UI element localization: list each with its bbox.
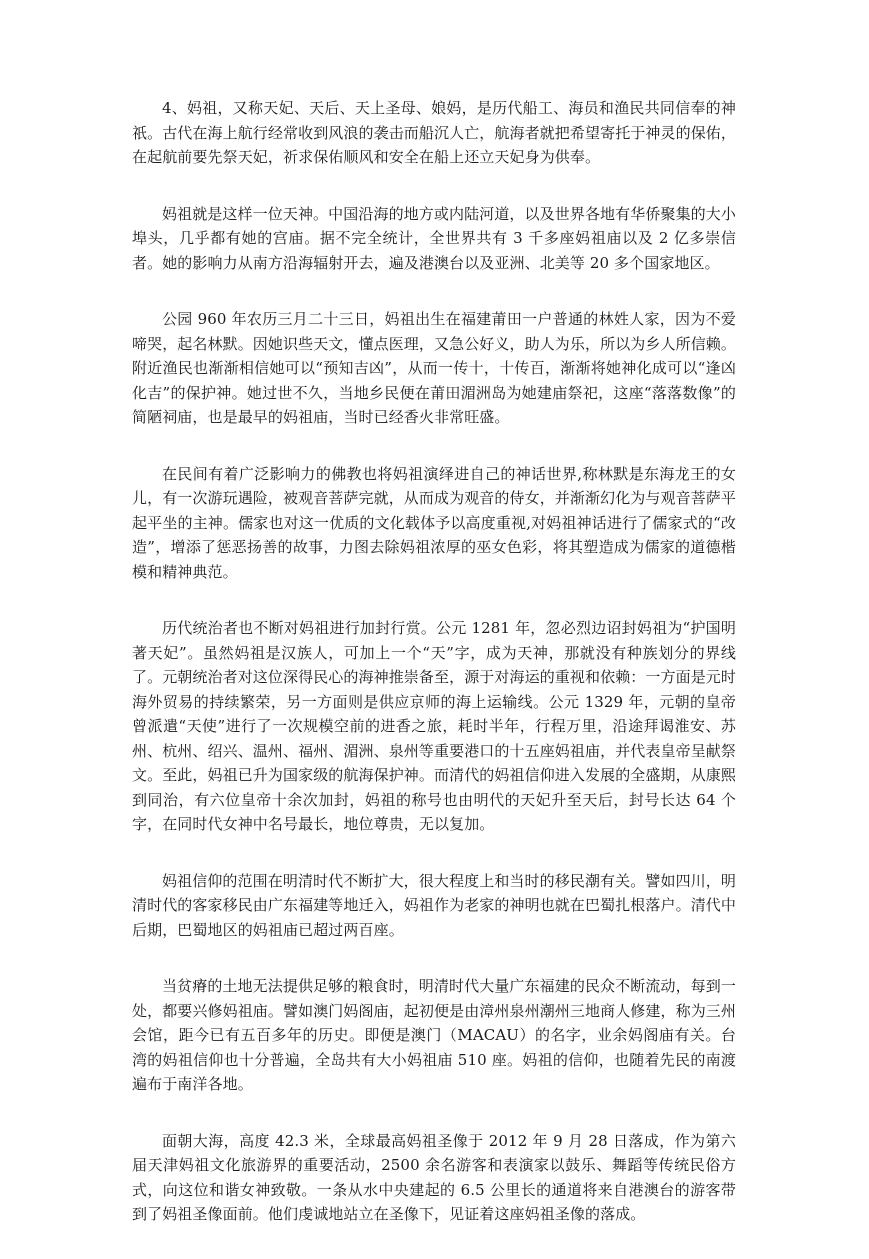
paragraph-8: 面朝大海，高度 42.3 米，全球最高妈祖圣像于 2012 年 9 月 28 日落成，作为第六届天津妈祖文化旅游界的重要活动，2500 余名游客和表演家以鼓乐、舞蹈等传统民俗方式，向这位和谐女神致敬。一条从水中央建起的 6.5 公里长的通道将来自港澳台的游客带到了妈祖圣像面前。他们虔诚地站立在圣像下，见证着这座妈祖圣像的落成。 bbox=[132, 1131, 736, 1223]
paragraph-3: 公园 960 年农历三月二十三日，妈祖出生在福建莆田一户普通的林姓人家，因为不爱啼哭，起名林默。因她识些天文，懂点医理，又急公好义，助人为乐，所以为乡人所信赖。附近渔民也渐渐相信她可以“预知吉凶”，从而一传十，十传百，渐渐将她神化成可以“逢凶化吉”的保护神。她过世不久，当地乡民便在莆田湄洲岛为她建庙祭祀，这座“落落数像”的简陋祠庙，也是最早的妈祖庙，当时已经香火非常旺盛。 bbox=[132, 310, 737, 426]
paragraph-5: 历代统治者也不断对妈祖进行加封行赏。公元 1281 年，忽必烈边诏封妈祖为“护国明著天妃”。虽然妈祖是汉族人，可加上一个“天”字，成为天神，那就没有种族划分的界线了。元朝统治者对这位深得民心的海神推崇备至，源于对海运的重视和依赖：一方面是元时海外贸易的持续繁荣，另一方面则是供应京师的海上运输线。公元 1329 年，元朝的皇帝曾派遣“天使”进行了一次规模空前的进香之旅，耗时半年，行程万里，沿途拜谒淮安、苏州、杭州、绍兴、温州、福州、湄洲、泉州等重要港口的十五座妈祖庙，并代表皇帝呈献祭文。至此，妈祖已升为国家级的航海保护神。而清代的妈祖信仰进入发展的全盛期，从康熙到同治，有六位皇帝十余次加封，妈祖的称号也由明代的天妃升至天后，封号长达 64 个字，在同时代女神中名号最长，地位尊贵，无以复加。 bbox=[132, 619, 737, 833]
paragraph-1: 4、妈祖，又称天妃、天后、天上圣母、娘妈，是历代船工、海员和渔民共同信奉的神祇。古代在海上航行经常收到风浪的袭击而船沉人亡，航海者就把希望寄托于神灵的保佑，在起航前要先祭天妃，祈求保佑顺风和安全在船上还立天妃身为供奉。 bbox=[132, 99, 737, 166]
paragraph-7: 当贫瘠的土地无法提供足够的粮食时，明清时代大量广东福建的民众不断流动，每到一处，都要兴修妈祖庙。譬如澳门妈阁庙，起初便是由漳州泉州潮州三地商人修建，称为三州会馆，距今已有五百多年的历史。即便是澳门（MACAU）的名字，业余妈阁庙有关。台湾的妈祖信仰也十分普遍，全岛共有大小妈祖庙 510 座。妈祖的信仰，也随着先民的南渡遍布于南洋各地。 bbox=[132, 977, 737, 1093]
paragraph-2: 妈祖就是这样一位天神。中国沿海的地方或内陆河道，以及世界各地有华侨聚集的大小埠头，几乎都有她的宫庙。据不完全统计，全世界共有 3 千多座妈祖庙以及 2 亿多崇信者。她的影响力从南方沿海辐射开去，遍及港澳台以及亚洲、北美等 20 多个国家地区。 bbox=[132, 204, 736, 272]
paragraph-4: 在民间有着广泛影响力的佛教也将妈祖演绎进自己的神话世界,称林默是东海龙王的女儿，有一次游玩遇险，被观音菩萨完就，从而成为观音的侍女，并渐渐幻化为与观音菩萨平起平坐的主神。儒家也对这一优质的文化载体予以高度重视,对妈祖神话进行了儒家式的“改造”，增添了惩恶扬善的故事，力图去除妈祖浓厚的巫女色彩，将其塑造成为儒家的道德楷模和精神典范。 bbox=[132, 464, 737, 581]
document-body bbox=[132, 96, 736, 1259]
paragraph-6: 妈祖信仰的范围在明清时代不断扩大，很大程度上和当时的移民潮有关。譬如四川，明清时代的客家移民由广东福建等地迁入，妈祖作为老家的神明也就在巴蜀扎根落户。清代中后期，巴蜀地区的妈祖庙已超过两百座。 bbox=[132, 871, 737, 939]
